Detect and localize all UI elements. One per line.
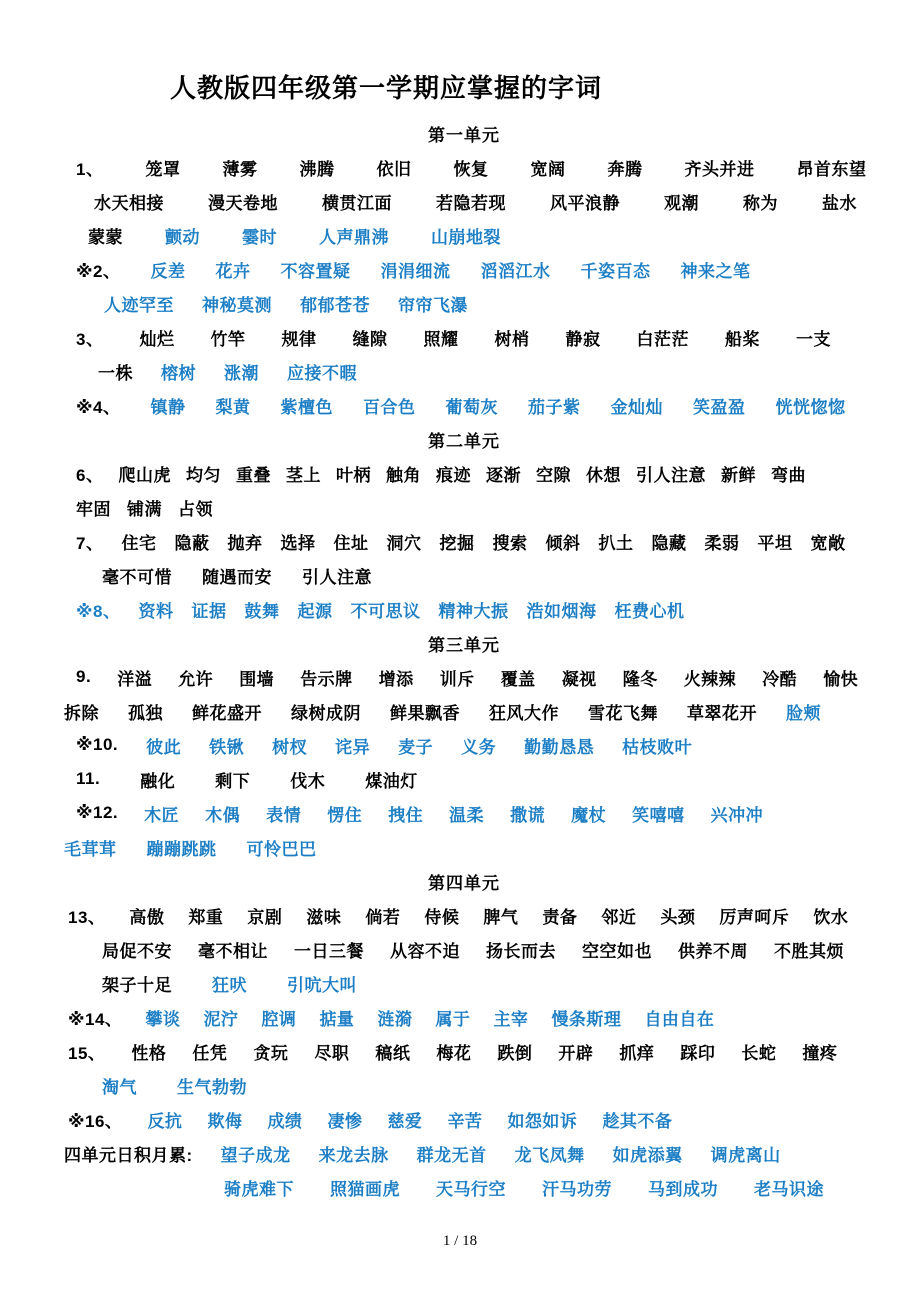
vocab-word: 局促不安 <box>102 941 172 961</box>
vocab-word-highlighted: 腔调 <box>261 1009 297 1029</box>
word-row <box>64 184 864 218</box>
vocab-word: 笼罩 <box>145 159 181 179</box>
vocab-word: 头颈 <box>660 907 696 927</box>
vocab-word: 撞疼 <box>802 1043 838 1063</box>
vocab-word: 弯曲 <box>770 465 806 485</box>
vocab-word-highlighted: 兴冲冲 <box>710 805 764 825</box>
vocab-word: 愉快 <box>823 669 859 689</box>
vocab-word: 扬长而去 <box>486 941 556 961</box>
vocab-word-highlighted: 郁郁苍苍 <box>300 295 370 315</box>
word-row <box>64 694 864 728</box>
vocab-word: 称为 <box>743 193 778 213</box>
word-row <box>64 524 864 558</box>
vocab-word: 宽敞 <box>810 533 846 553</box>
vocab-word-highlighted: 拽住 <box>388 805 424 825</box>
vocab-word: 薄雾 <box>222 159 258 179</box>
vocab-word-highlighted: 马到成功 <box>648 1179 718 1199</box>
vocab-word: 一株 <box>98 363 133 383</box>
vocab-word-highlighted: 表情 <box>266 805 302 825</box>
vocab-word-highlighted: 反抗 <box>147 1111 183 1131</box>
vocab-word-highlighted: 笑嘻嘻 <box>632 805 685 825</box>
vocab-word-highlighted: 自由自在 <box>644 1009 715 1029</box>
item-marker: ※8、 <box>76 601 121 621</box>
word-row <box>64 728 864 762</box>
vocab-word: 空隙 <box>535 465 571 485</box>
vocab-word: 火辣辣 <box>683 669 737 689</box>
section-heading: 第三单元 <box>428 635 500 655</box>
item-marker: 11. <box>76 769 101 788</box>
vocab-word: 照耀 <box>423 329 459 349</box>
word-row <box>64 1068 864 1102</box>
vocab-word: 齐头并进 <box>684 159 755 179</box>
vocab-word-highlighted: 如怨如诉 <box>507 1111 578 1131</box>
vocab-word: 抛弃 <box>227 533 263 553</box>
vocab-word-highlighted: 帘帘飞瀑 <box>398 295 468 315</box>
vocab-word: 贪玩 <box>253 1043 289 1063</box>
vocab-word: 依旧 <box>376 159 412 179</box>
vocab-word: 融化 <box>140 771 176 791</box>
vocab-word: 绿树成阴 <box>291 703 361 723</box>
word-row <box>64 490 864 524</box>
vocab-word: 搜索 <box>492 533 528 553</box>
vocab-word-highlighted: 不可思议 <box>350 601 421 621</box>
vocab-word: 允许 <box>178 669 214 689</box>
vocab-word-highlighted: 起源 <box>297 601 333 621</box>
page-title: 人教版四年级第一学期应掌握的字词 <box>170 73 603 103</box>
word-row <box>64 1136 864 1170</box>
vocab-word-highlighted: 慈爱 <box>387 1111 423 1131</box>
vocab-word: 侍候 <box>424 907 460 927</box>
vocab-word: 供养不周 <box>678 941 748 961</box>
vocab-word-highlighted: 天马行空 <box>436 1179 506 1199</box>
word-row <box>64 150 867 184</box>
word-row <box>64 932 864 966</box>
vocab-word-highlighted: 可怜巴巴 <box>246 839 317 859</box>
item-marker: ※4、 <box>76 397 121 417</box>
vocab-word-highlighted: 千姿百态 <box>580 261 651 281</box>
item-marker: 四单元日积月累: <box>64 1145 193 1165</box>
vocab-word: 鲜花盛开 <box>192 703 262 723</box>
vocab-word-highlighted: 毛茸茸 <box>64 839 117 859</box>
vocab-word-highlighted: 金灿灿 <box>610 397 663 417</box>
vocab-word-highlighted: 温柔 <box>449 805 485 825</box>
word-row <box>64 966 864 1000</box>
vocab-word-highlighted: 紫檀色 <box>280 397 333 417</box>
vocab-word: 茎上 <box>285 465 321 485</box>
word-row <box>64 354 864 388</box>
vocab-word: 脾气 <box>483 907 519 927</box>
vocab-word-highlighted: 狂吠 <box>212 975 247 995</box>
vocab-word: 京剧 <box>247 907 283 927</box>
vocab-word: 训斥 <box>439 669 475 689</box>
item-marker: ※14、 <box>68 1009 123 1029</box>
vocab-word: 横贯江面 <box>322 193 392 213</box>
item-marker: 9. <box>76 667 92 686</box>
vocab-word: 新鲜 <box>720 465 756 485</box>
word-row <box>64 286 864 320</box>
vocab-word: 隐藏 <box>651 533 687 553</box>
vocab-word-highlighted: 反差 <box>150 261 186 281</box>
vocab-word: 水天相接 <box>94 193 164 213</box>
vocab-word-highlighted: 愣住 <box>327 805 363 825</box>
vocab-word-highlighted: 攀谈 <box>145 1009 181 1029</box>
vocab-word: 住址 <box>333 533 369 553</box>
vocab-word-highlighted: 淘气 <box>102 1077 137 1097</box>
vocab-word-highlighted: 龙飞凤舞 <box>514 1145 585 1165</box>
vocab-word: 随遇而安 <box>202 567 272 587</box>
vocab-word: 痕迹 <box>435 465 471 485</box>
vocab-word: 洞穴 <box>386 533 422 553</box>
vocab-word-highlighted: 铁锹 <box>209 737 245 757</box>
vocab-word: 煤油灯 <box>365 771 418 791</box>
vocab-word-highlighted: 不容置疑 <box>280 261 351 281</box>
word-row <box>64 558 864 592</box>
word-row <box>64 898 864 932</box>
vocab-word: 郑重 <box>188 907 224 927</box>
vocab-word: 邻近 <box>601 907 637 927</box>
vocab-word-highlighted: 人迹罕至 <box>104 295 174 315</box>
vocab-word-highlighted: 照猫画虎 <box>330 1179 400 1199</box>
vocab-word-highlighted: 证据 <box>191 601 227 621</box>
vocab-word-highlighted: 茄子紫 <box>527 397 581 417</box>
vocab-word: 若隐若现 <box>436 193 506 213</box>
vocab-word-highlighted: 辛苦 <box>447 1111 483 1131</box>
vocab-word: 铺满 <box>127 499 162 519</box>
item-marker: 15、 <box>68 1043 106 1063</box>
vocab-word: 隆冬 <box>622 669 658 689</box>
word-row <box>64 796 864 830</box>
vocab-word-highlighted: 属于 <box>435 1009 471 1029</box>
vocab-word-highlighted: 资料 <box>138 601 174 621</box>
vocab-word: 盐水 <box>822 193 857 213</box>
item-marker: ※12. <box>76 803 119 822</box>
item-marker: 7、 <box>76 533 104 553</box>
vocab-word-highlighted: 应接不暇 <box>287 363 357 383</box>
vocab-word: 昂首东望 <box>796 159 867 179</box>
vocab-word-highlighted: 麦子 <box>398 737 434 757</box>
word-row <box>64 660 864 694</box>
vocab-word-highlighted: 凄惨 <box>327 1111 363 1131</box>
item-marker: ※10. <box>76 735 119 754</box>
vocab-word-highlighted: 涓涓细流 <box>380 261 451 281</box>
vocab-word-highlighted: 浩如烟海 <box>526 601 597 621</box>
word-row <box>64 1034 864 1068</box>
vocab-word-highlighted: 彼此 <box>146 737 182 757</box>
item-marker: 1、 <box>76 159 104 179</box>
word-row <box>64 1170 864 1204</box>
vocab-word: 挖掘 <box>439 533 475 553</box>
vocab-word-highlighted: 脸颊 <box>786 703 821 723</box>
vocab-word: 长蛇 <box>741 1043 777 1063</box>
vocab-word: 伐木 <box>290 771 326 791</box>
vocab-word-highlighted: 泥泞 <box>203 1009 239 1029</box>
document-body <box>64 116 867 1204</box>
vocab-word: 柔弱 <box>704 533 740 553</box>
vocab-word-highlighted: 望子成龙 <box>220 1145 291 1165</box>
vocab-word: 草翠花开 <box>687 703 757 723</box>
vocab-word: 观潮 <box>664 193 699 213</box>
vocab-word: 冷酷 <box>762 669 798 689</box>
vocab-word: 宽阔 <box>530 159 566 179</box>
vocab-word-highlighted: 百合色 <box>362 397 416 417</box>
vocab-word: 毫不可惜 <box>102 567 172 587</box>
vocab-word-highlighted: 骑虎难下 <box>224 1179 294 1199</box>
vocab-word-highlighted: 义务 <box>461 737 497 757</box>
vocab-word-highlighted: 花卉 <box>215 261 251 281</box>
vocab-word: 引人注意 <box>635 465 706 485</box>
vocab-word: 住宅 <box>121 533 157 553</box>
word-row <box>64 252 864 286</box>
vocab-word-highlighted: 如虎添翼 <box>612 1145 683 1165</box>
vocab-word: 静寂 <box>565 329 601 349</box>
vocab-word-highlighted: 鼓舞 <box>244 601 280 621</box>
vocab-word-highlighted: 来龙去脉 <box>318 1145 389 1165</box>
vocab-word: 漫天卷地 <box>208 193 278 213</box>
vocab-word: 雪花飞舞 <box>588 703 658 723</box>
vocab-word-highlighted: 主宰 <box>493 1009 529 1029</box>
vocab-word: 稿纸 <box>375 1043 411 1063</box>
vocab-word-highlighted: 成绩 <box>267 1111 303 1131</box>
vocab-word-highlighted: 葡萄灰 <box>445 397 498 417</box>
vocab-word: 蒙蒙 <box>88 227 123 247</box>
vocab-word: 白茫茫 <box>636 329 689 349</box>
vocab-word-highlighted: 神来之笔 <box>680 261 751 281</box>
vocab-word: 逐渐 <box>485 465 521 485</box>
vocab-word: 剩下 <box>215 771 251 791</box>
item-marker: ※2、 <box>76 261 121 281</box>
vocab-word: 缝隙 <box>352 329 388 349</box>
vocab-word-highlighted: 趁其不备 <box>602 1111 673 1131</box>
vocab-word: 跌倒 <box>497 1043 533 1063</box>
vocab-word: 空空如也 <box>582 941 652 961</box>
vocab-word: 牢固 <box>76 499 111 519</box>
vocab-word: 爬山虎 <box>118 465 171 485</box>
vocab-word: 扒土 <box>598 533 634 553</box>
page-number: 1 / 18 <box>442 1233 478 1249</box>
vocab-word: 触角 <box>385 465 421 485</box>
vocab-word: 叶柄 <box>335 465 371 485</box>
vocab-word-highlighted: 滔滔江水 <box>480 261 551 281</box>
vocab-word-highlighted: 欺侮 <box>207 1111 243 1131</box>
word-row <box>64 830 864 864</box>
vocab-word-highlighted: 勤勤恳恳 <box>524 737 595 757</box>
vocab-word-highlighted: 神秘莫测 <box>202 295 272 315</box>
vocab-word: 增添 <box>378 669 414 689</box>
vocab-word-highlighted: 枉费心机 <box>614 601 685 621</box>
vocab-word: 重叠 <box>235 465 271 485</box>
word-row <box>64 456 864 490</box>
vocab-word: 占领 <box>178 499 213 519</box>
vocab-word: 狂风大作 <box>489 703 559 723</box>
word-row <box>64 1102 864 1136</box>
vocab-word: 引人注意 <box>302 567 372 587</box>
vocab-word: 告示牌 <box>300 669 353 689</box>
vocab-word: 奔腾 <box>607 159 643 179</box>
item-marker: 6、 <box>76 465 104 485</box>
vocab-word: 风平浪静 <box>550 193 620 213</box>
vocab-word: 饮水 <box>813 907 849 927</box>
vocab-word: 均匀 <box>185 465 221 485</box>
vocab-word: 架子十足 <box>102 975 172 995</box>
vocab-word-highlighted: 慢条斯理 <box>551 1009 622 1029</box>
vocab-word-highlighted: 蹦蹦跳跳 <box>146 839 217 859</box>
vocab-word-highlighted: 山崩地裂 <box>431 227 501 247</box>
vocab-word: 拆除 <box>64 703 99 723</box>
vocab-word: 灿烂 <box>139 329 175 349</box>
vocab-word-highlighted: 涟漪 <box>377 1009 413 1029</box>
section-heading: 第二单元 <box>428 431 500 451</box>
vocab-word: 抓痒 <box>619 1043 655 1063</box>
vocab-word-highlighted: 颤动 <box>165 227 200 247</box>
vocab-word-highlighted: 魔杖 <box>571 805 607 825</box>
vocab-word-highlighted: 树杈 <box>272 737 308 757</box>
item-marker: 3、 <box>76 329 104 349</box>
vocab-word-highlighted: 镇静 <box>150 397 186 417</box>
word-row <box>64 592 864 626</box>
item-marker: ※16、 <box>68 1111 123 1131</box>
vocab-word-highlighted: 霎时 <box>242 227 277 247</box>
vocab-word: 一日三餐 <box>294 941 364 961</box>
vocab-word: 梅花 <box>436 1043 472 1063</box>
vocab-word: 开辟 <box>558 1043 594 1063</box>
vocab-word: 高傲 <box>129 907 165 927</box>
word-row <box>64 762 864 796</box>
vocab-word-highlighted: 涨潮 <box>224 363 259 383</box>
vocab-word: 船桨 <box>724 329 760 349</box>
vocab-word: 洋溢 <box>117 669 153 689</box>
vocab-word: 一支 <box>795 329 831 349</box>
vocab-word-highlighted: 生气勃勃 <box>177 1077 247 1097</box>
item-marker: 13、 <box>68 907 106 927</box>
vocab-word: 平坦 <box>757 533 793 553</box>
vocab-word: 隐蔽 <box>174 533 210 553</box>
vocab-word-highlighted: 汗马功劳 <box>542 1179 612 1199</box>
vocab-word-highlighted: 木偶 <box>205 805 241 825</box>
vocab-word: 休想 <box>585 465 621 485</box>
vocab-word: 孤独 <box>128 703 163 723</box>
vocab-word: 厉声呵斥 <box>719 907 790 927</box>
vocab-word-highlighted: 撒谎 <box>510 805 546 825</box>
vocab-word: 恢复 <box>453 159 489 179</box>
vocab-word: 从容不迫 <box>390 941 460 961</box>
vocab-word: 规律 <box>281 329 317 349</box>
vocab-word: 覆盖 <box>500 669 536 689</box>
vocab-word-highlighted: 老马识途 <box>754 1179 824 1199</box>
vocab-word-highlighted: 榕树 <box>161 363 196 383</box>
vocab-word: 毫不相让 <box>198 941 268 961</box>
vocab-word-highlighted: 笑盈盈 <box>692 397 746 417</box>
section-heading: 第四单元 <box>428 873 500 893</box>
vocab-word: 竹竿 <box>210 329 246 349</box>
word-row <box>64 388 864 422</box>
vocab-word: 倘若 <box>365 907 401 927</box>
vocab-word: 任凭 <box>192 1043 228 1063</box>
word-row <box>64 1000 864 1034</box>
vocab-word: 踩印 <box>680 1043 716 1063</box>
vocab-word: 倾斜 <box>545 533 581 553</box>
vocab-word: 不胜其烦 <box>774 941 844 961</box>
vocab-word-highlighted: 精神大振 <box>438 601 509 621</box>
vocab-word-highlighted: 木匠 <box>144 805 180 825</box>
vocab-word-highlighted: 人声鼎沸 <box>319 227 389 247</box>
vocab-word: 滋味 <box>306 907 342 927</box>
vocab-word-highlighted: 梨黄 <box>215 397 251 417</box>
vocab-word-highlighted: 掂量 <box>319 1009 355 1029</box>
vocab-word-highlighted: 引吭大叫 <box>287 975 357 995</box>
vocab-word-highlighted: 诧异 <box>335 737 371 757</box>
vocab-word-highlighted: 枯枝败叶 <box>622 737 693 757</box>
vocab-word: 围墙 <box>239 669 275 689</box>
vocab-word: 凝视 <box>561 669 597 689</box>
vocab-word-highlighted: 恍恍惚惚 <box>775 397 846 417</box>
vocab-word-highlighted: 群龙无首 <box>416 1145 487 1165</box>
vocab-word-highlighted: 调虎离山 <box>710 1145 781 1165</box>
word-row <box>64 320 864 354</box>
word-row <box>64 218 864 252</box>
vocab-word: 尽职 <box>314 1043 350 1063</box>
vocab-word: 沸腾 <box>299 159 335 179</box>
vocab-word: 鲜果飘香 <box>390 703 460 723</box>
vocab-word: 树梢 <box>494 329 530 349</box>
vocab-word: 选择 <box>280 533 316 553</box>
vocab-word: 性格 <box>131 1043 167 1063</box>
vocab-word: 责备 <box>542 907 578 927</box>
section-heading: 第一单元 <box>428 125 500 145</box>
